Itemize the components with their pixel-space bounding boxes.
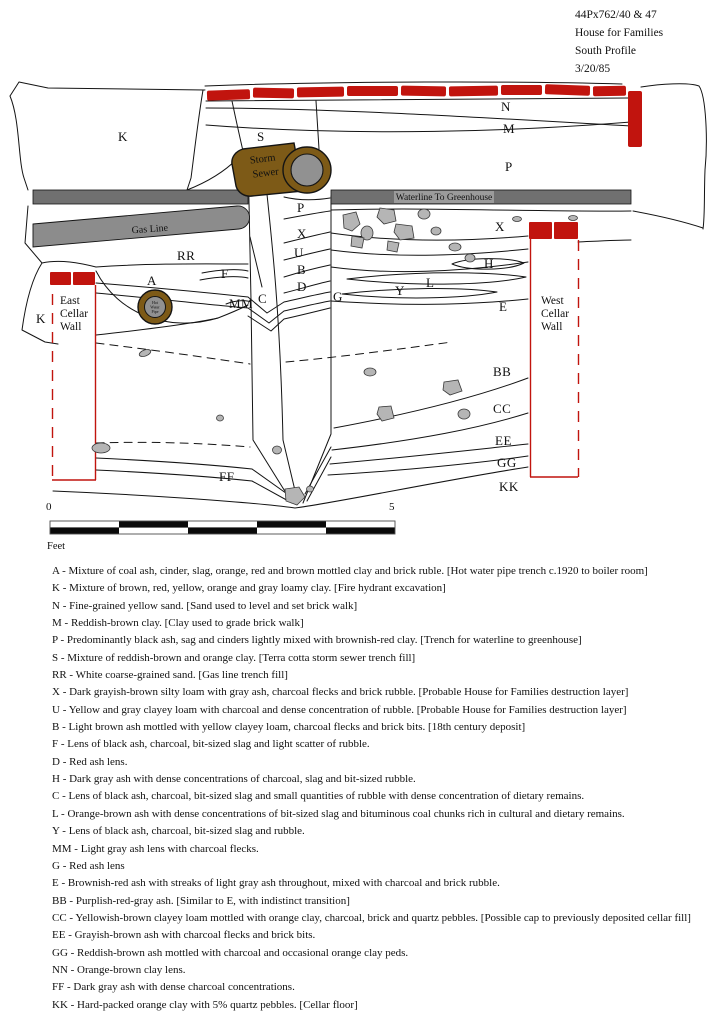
label-G: G: [333, 289, 343, 304]
label-K-upper: K: [118, 129, 128, 144]
site-title: House for Families: [575, 27, 664, 39]
label-A: A: [147, 273, 157, 288]
brick-walk: [207, 84, 642, 147]
legend-entry: N - Fine-grained yellow sand. [Sand used to level and set brick walk]: [52, 599, 358, 612]
label-H: H: [484, 256, 494, 271]
legend-entry: GG - Reddish-brown ash mottled with charcoal and occasional orange clay peds.: [52, 946, 409, 959]
scale-unit-label: Feet: [47, 541, 66, 552]
legend-entry: MM - Light gray ash lens with charcoal flecks.: [52, 842, 259, 855]
layer-boundary-lines: [10, 82, 706, 508]
east-wall-line2: Cellar: [60, 308, 89, 320]
label-U: U: [294, 245, 304, 260]
legend-entry: E - Brownish-red ash with streaks of light gray ash throughout, mixed with charcoal and brick rubble.: [52, 877, 500, 890]
legend-entry: G - Red ash lens: [52, 859, 125, 872]
legend-entry: L - Orange-brown ash with dense concentrations of bit-sized slag and bituminous coal chunks rich in cultural and dietary remains.: [52, 807, 625, 820]
legend-entry: D - Red ash lens.: [52, 755, 128, 768]
gas-line-label: Gas Line: [131, 222, 169, 237]
label-E: E: [499, 299, 508, 314]
legend-entry: KK - Hard-packed orange clay with 5% quartz pebbles. [Cellar floor]: [52, 998, 358, 1011]
legend-entry: Y - Lens of black ash, charcoal, bit-sized slag and rubble.: [52, 825, 305, 838]
west-wall-line2: Cellar: [541, 308, 570, 320]
label-GG: GG: [497, 455, 517, 470]
legend-entry: BB - Purplish-red-gray ash. [Similar to E, with indistinct transition]: [52, 894, 350, 907]
legend-entry: U - Yellow and gray clayey loam with charcoal and dense concentration of rubble. [Probable House for Families destruction layer]: [52, 703, 627, 716]
label-Y: Y: [395, 283, 405, 298]
legend-entry: K - Mixture of brown, red, yellow, orange and gray loamy clay. [Fire hydrant excavation]: [52, 582, 446, 595]
label-M: M: [503, 121, 516, 136]
scale-start-label: 0: [46, 501, 52, 513]
label-FF: FF: [219, 469, 235, 484]
waterline-pipe: [33, 190, 631, 204]
gas-line-pipe: [33, 206, 250, 247]
legend-entry: CC - Yellowish-brown clayey loam mottled with orange clay, charcoal, brick and quartz pebbles. [Possible cap to previously deposited cellar fill]: [52, 911, 691, 924]
label-RR: RR: [177, 248, 196, 263]
west-wall-line1: West: [541, 295, 564, 307]
storm-sewer-pipe: [232, 143, 331, 196]
legend-entry: EE - Grayish-brown ash with charcoal flecks and brick bits.: [52, 929, 316, 942]
label-C: C: [258, 291, 268, 306]
scale-bar: [46, 501, 395, 552]
label-EE: EE: [495, 433, 512, 448]
east-wall-line1: East: [60, 295, 80, 307]
vertical-brick: [628, 91, 642, 147]
east-cellar-wall-caption: [60, 295, 88, 333]
label-KK: KK: [499, 479, 519, 494]
label-S: S: [257, 129, 265, 144]
label-L: L: [426, 275, 435, 290]
profile-date: 3/20/85: [575, 63, 611, 75]
storm-sewer-label-line2: Sewer: [251, 166, 280, 181]
legend-entry: F - Lens of black ash, charcoal, bit-sized slag and light scatter of rubble.: [52, 738, 370, 751]
west-cellar-wall-caption: [541, 295, 569, 333]
hot-water-label-line2: Water: [150, 304, 160, 310]
label-F: F: [221, 266, 229, 281]
legend-entry: B - Light brown ash mottled with yellow clayey loam, charcoal flecks and brick bits. [18th century deposit]: [52, 721, 526, 734]
profile-name: South Profile: [575, 45, 637, 57]
legend-entry: P - Predominantly black ash, sag and cinders lightly mixed with brownish-red clay. [Trench for waterline to greenhouse]: [52, 634, 582, 647]
west-wall-line3: Wall: [541, 321, 563, 333]
label-K-lower: K: [36, 311, 46, 326]
legend-entry: RR - White coarse-grained sand. [Gas line trench fill]: [52, 669, 288, 682]
legend: [52, 563, 691, 1012]
legend-entry: C - Lens of black ash, charcoal, bit-sized slag and small quantities of rubble with dense concentration of dietary remains.: [52, 790, 585, 803]
legend-entry: X - Dark grayish-brown silty loam with gray ash, charcoal flecks and brick rubble. [Probable House for Families destruction layer]: [52, 686, 629, 699]
label-X-column: X: [297, 226, 307, 241]
west-cellar-wall-bricks: [529, 222, 578, 239]
legend-entry: H - Dark gray ash with dense concentrations of charcoal, slag and bit-sized rubble.: [52, 773, 416, 786]
scale-end-label: 5: [389, 501, 395, 513]
site-number: 44Px762/40 & 47: [575, 9, 657, 21]
legend-entry: A - Mixture of coal ash, cinder, slag, orange, red and brown mottled clay and brick ruble. [Hot water pipe trench c.1920 to boiler room]: [52, 565, 648, 577]
storm-sewer-label-line1: Storm: [249, 152, 277, 167]
east-wall-line3: Wall: [60, 321, 82, 333]
hot-water-pipe: [138, 290, 172, 324]
label-MM: MM: [229, 296, 254, 311]
legend-entry: M - Reddish-brown clay. [Clay used to grade brick walk]: [52, 617, 304, 630]
legend-entry: S - Mixture of reddish-brown and orange clay. [Terra cotta storm sewer trench fill]: [52, 651, 416, 664]
label-B: B: [297, 262, 307, 277]
label-CC: CC: [493, 401, 512, 416]
hot-water-label-line1: Hot: [152, 300, 158, 305]
legend-entry: NN - Orange-brown clay lens.: [52, 963, 186, 976]
label-BB: BB: [493, 364, 512, 379]
hot-water-label-line3: Pipe: [151, 309, 159, 314]
label-X-right: X: [495, 219, 505, 234]
label-P-right: P: [505, 159, 513, 174]
legend-entry: FF - Dark gray ash with dense charcoal concentrations.: [52, 981, 295, 994]
east-cellar-wall-bricks: [50, 272, 95, 285]
waterline-label: Waterline To Greenhouse: [395, 193, 493, 203]
label-D: D: [297, 279, 307, 294]
label-P-column: P: [297, 200, 305, 215]
dashed-boundary-lines: [96, 342, 452, 447]
label-N: N: [501, 99, 511, 114]
